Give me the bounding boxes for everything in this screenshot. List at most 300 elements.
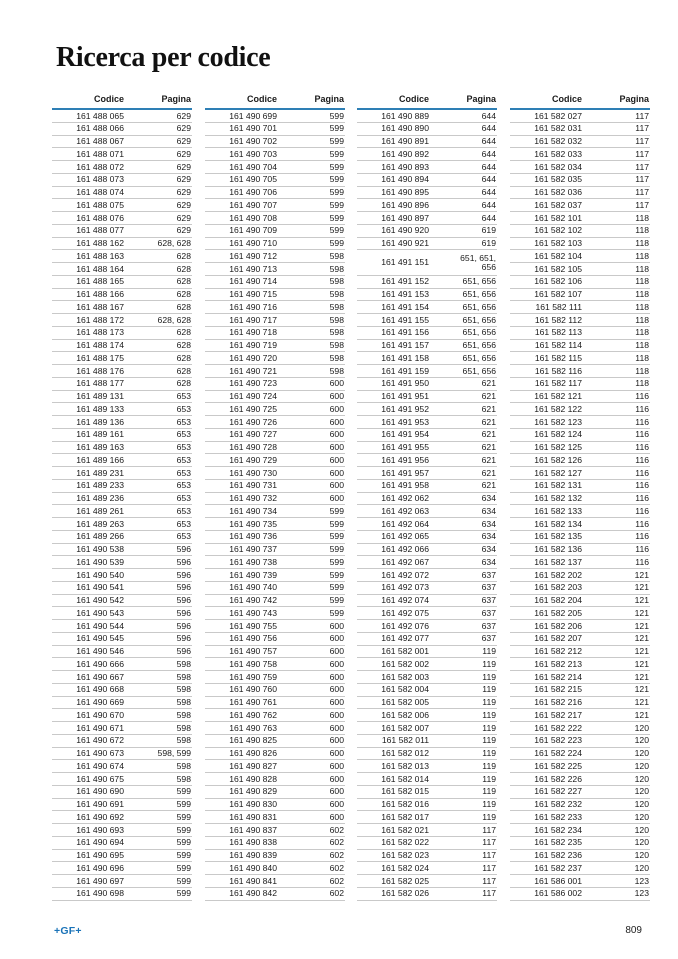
page-cell: 644 xyxy=(481,187,496,198)
code-cell: 161 582 114 xyxy=(534,340,582,351)
table-row xyxy=(357,199,497,212)
page-cell: 600 xyxy=(329,709,344,720)
page-cell: 598 xyxy=(176,735,191,746)
table-row xyxy=(510,148,650,161)
table-row xyxy=(52,748,192,761)
header-code: Codice xyxy=(551,94,582,104)
table-row xyxy=(205,289,345,302)
page-cell: 117 xyxy=(635,123,649,134)
page-cell: 599 xyxy=(176,799,191,810)
page-cell: 600 xyxy=(329,493,344,504)
table-row xyxy=(510,684,650,697)
table-row xyxy=(205,544,345,557)
page-cell: 637 xyxy=(481,633,496,644)
table-row xyxy=(510,187,650,200)
table-row xyxy=(52,888,192,901)
table-row xyxy=(510,238,650,251)
code-cell: 161 490 692 xyxy=(76,811,124,822)
page-cell: 116 xyxy=(635,429,649,440)
table-row xyxy=(510,123,650,136)
code-cell: 161 582 132 xyxy=(534,493,582,504)
table-row xyxy=(52,467,192,480)
code-cell: 161 490 696 xyxy=(76,862,124,873)
code-cell: 161 488 163 xyxy=(76,250,124,261)
table-row xyxy=(52,760,192,773)
code-cell: 161 582 002 xyxy=(381,658,429,669)
code-cell: 161 582 005 xyxy=(381,697,429,708)
page-cell: 600 xyxy=(329,799,344,810)
code-cell: 161 490 702 xyxy=(229,136,277,147)
table-row xyxy=(205,391,345,404)
page-cell: 120 xyxy=(634,773,649,784)
page-cell: 118 xyxy=(635,378,649,389)
table-row xyxy=(357,225,497,238)
table-row xyxy=(52,837,192,850)
table-row xyxy=(357,595,497,608)
table-row xyxy=(510,391,650,404)
page-cell: 120 xyxy=(634,735,649,746)
page-cell: 599 xyxy=(329,161,344,172)
code-cell: 161 490 704 xyxy=(229,161,277,172)
page-cell: 634 xyxy=(481,493,496,504)
page-cell: 598 xyxy=(329,314,344,325)
code-cell: 161 490 710 xyxy=(229,238,277,249)
table-row xyxy=(52,773,192,786)
page-cell: 116 xyxy=(635,442,649,453)
code-cell: 161 489 236 xyxy=(76,493,124,504)
page-cell: 602 xyxy=(329,850,344,861)
page-cell: 118 xyxy=(635,340,649,351)
page-cell: 116 xyxy=(635,454,649,465)
code-cell: 161 490 757 xyxy=(229,646,277,657)
table-row xyxy=(510,748,650,761)
code-cell: 161 582 235 xyxy=(534,837,582,848)
code-cell: 161 582 103 xyxy=(534,238,582,249)
table-row xyxy=(510,365,650,378)
page-cell: 599 xyxy=(176,862,191,873)
code-cell: 161 492 077 xyxy=(381,633,429,644)
page-cell: 121 xyxy=(634,582,649,593)
table-row xyxy=(52,811,192,824)
code-cell: 161 582 207 xyxy=(534,633,582,644)
page-cell: 599 xyxy=(176,875,191,886)
table-row xyxy=(52,263,192,276)
code-cell: 161 490 715 xyxy=(229,289,277,300)
page-cell: 602 xyxy=(329,862,344,873)
page-cell: 118 xyxy=(635,276,649,287)
table-row xyxy=(52,340,192,353)
page-cell: 116 xyxy=(635,531,649,542)
code-cell: 161 490 717 xyxy=(229,314,277,325)
page-cell: 634 xyxy=(481,505,496,516)
code-cell: 161 489 163 xyxy=(76,442,124,453)
code-cell: 161 490 695 xyxy=(76,850,124,861)
page-cell: 599 xyxy=(176,837,191,848)
table-row xyxy=(357,684,497,697)
page-cell: 600 xyxy=(329,416,344,427)
page-cell: 116 xyxy=(635,416,649,427)
code-cell: 161 582 133 xyxy=(534,505,582,516)
table-row xyxy=(510,799,650,812)
code-cell: 161 582 032 xyxy=(534,136,582,147)
code-cell: 161 490 735 xyxy=(229,518,277,529)
page-cell: 117 xyxy=(482,875,496,886)
page-cell: 599 xyxy=(329,123,344,134)
code-cell: 161 492 066 xyxy=(381,544,429,555)
page-cell: 598 xyxy=(176,684,191,695)
page-cell: 118 xyxy=(635,352,649,363)
code-cell: 161 490 739 xyxy=(229,569,277,580)
page-cell: 621 xyxy=(481,467,496,478)
code-cell: 161 582 022 xyxy=(381,837,429,848)
page-cell: 637 xyxy=(481,607,496,618)
table-row xyxy=(205,888,345,901)
code-cell: 161 490 831 xyxy=(229,811,277,822)
page-cell: 600 xyxy=(329,811,344,822)
table-row xyxy=(205,850,345,863)
table-row xyxy=(205,276,345,289)
code-cell: 161 489 261 xyxy=(76,505,124,516)
page-cell: 621 xyxy=(481,416,496,427)
page-cell: 117 xyxy=(635,187,649,198)
page-cell: 119 xyxy=(482,799,496,810)
table-row xyxy=(205,340,345,353)
code-cell: 161 491 156 xyxy=(381,327,429,338)
page-cell: 628 xyxy=(176,301,191,312)
table-row xyxy=(205,365,345,378)
code-cell: 161 488 174 xyxy=(76,340,124,351)
code-cell: 161 490 701 xyxy=(229,123,277,134)
table-row xyxy=(357,352,497,365)
table-row xyxy=(357,735,497,748)
page-cell: 118 xyxy=(635,250,649,261)
code-cell: 161 489 161 xyxy=(76,429,124,440)
code-cell: 161 582 217 xyxy=(534,709,582,720)
code-cell: 161 490 546 xyxy=(76,646,124,657)
table-row xyxy=(357,174,497,187)
table-row xyxy=(52,620,192,633)
code-cell: 161 582 113 xyxy=(534,327,582,338)
page-cell: 116 xyxy=(635,403,649,414)
code-table-4 xyxy=(510,94,650,901)
code-cell: 161 488 074 xyxy=(76,187,124,198)
page-cell: 116 xyxy=(635,518,649,529)
table-row xyxy=(357,824,497,837)
page-cell: 651, 656 xyxy=(462,352,496,363)
code-cell: 161 490 726 xyxy=(229,416,277,427)
code-cell: 161 490 541 xyxy=(76,582,124,593)
page-cell: 653 xyxy=(176,467,191,478)
table-row xyxy=(357,212,497,225)
code-cell: 161 582 027 xyxy=(534,110,582,121)
code-cell: 161 490 734 xyxy=(229,505,277,516)
page-cell: 628 xyxy=(176,352,191,363)
table-row xyxy=(205,263,345,276)
code-cell: 161 490 721 xyxy=(229,365,277,376)
code-cell: 161 488 166 xyxy=(76,289,124,300)
code-cell: 161 490 698 xyxy=(76,888,124,899)
code-cell: 161 582 034 xyxy=(534,161,582,172)
table-row xyxy=(205,671,345,684)
code-cell: 161 490 895 xyxy=(381,187,429,198)
table-row xyxy=(357,442,497,455)
table-row xyxy=(357,850,497,863)
page-cell: 119 xyxy=(482,748,496,759)
code-cell: 161 490 837 xyxy=(229,824,277,835)
table-row xyxy=(357,773,497,786)
page-cell: 598 xyxy=(329,250,344,261)
table-row xyxy=(510,505,650,518)
code-cell: 161 490 707 xyxy=(229,199,277,210)
code-cell: 161 490 827 xyxy=(229,760,277,771)
table-row xyxy=(52,671,192,684)
table-row xyxy=(510,671,650,684)
page-cell: 598 xyxy=(176,722,191,733)
page-cell: 596 xyxy=(176,633,191,644)
page-cell: 599 xyxy=(329,518,344,529)
table-row xyxy=(205,199,345,212)
table-row xyxy=(52,123,192,136)
page-cell: 634 xyxy=(481,556,496,567)
page-cell: 599 xyxy=(329,556,344,567)
code-cell: 161 582 112 xyxy=(534,314,582,325)
code-cell: 161 582 233 xyxy=(534,811,582,822)
page-cell: 596 xyxy=(176,582,191,593)
table-row xyxy=(205,314,345,327)
code-cell: 161 582 135 xyxy=(534,531,582,542)
table-row xyxy=(52,633,192,646)
table-row xyxy=(205,352,345,365)
table-row xyxy=(52,110,192,123)
code-cell: 161 490 731 xyxy=(229,480,277,491)
code-cell: 161 491 957 xyxy=(381,467,429,478)
code-cell: 161 582 007 xyxy=(381,722,429,733)
page-cell: 653 xyxy=(176,442,191,453)
code-cell: 161 582 001 xyxy=(381,646,429,657)
table-row xyxy=(357,722,497,735)
code-cell: 161 490 693 xyxy=(76,824,124,835)
page-cell: 116 xyxy=(635,556,649,567)
table-row xyxy=(357,633,497,646)
table-row xyxy=(205,786,345,799)
header-code: Codice xyxy=(93,94,124,104)
code-cell: 161 491 154 xyxy=(381,301,429,312)
page-cell: 600 xyxy=(329,671,344,682)
code-cell: 161 490 718 xyxy=(229,327,277,338)
code-cell: 161 490 697 xyxy=(76,875,124,886)
table-row xyxy=(357,709,497,722)
page-cell: 634 xyxy=(481,544,496,555)
table-row xyxy=(205,633,345,646)
table-row xyxy=(510,735,650,748)
table-row xyxy=(205,531,345,544)
page-cell: 116 xyxy=(635,493,649,504)
page-cell: 598 xyxy=(176,697,191,708)
code-cell: 161 492 072 xyxy=(381,569,429,580)
table-row xyxy=(52,391,192,404)
table-row xyxy=(52,454,192,467)
code-cell: 161 582 012 xyxy=(381,748,429,759)
table-row xyxy=(357,875,497,888)
page-cell: 599 xyxy=(329,110,344,121)
code-cell: 161 490 839 xyxy=(229,850,277,861)
page-cell: 621 xyxy=(481,454,496,465)
page-cell: 117 xyxy=(482,850,496,861)
page-cell: 120 xyxy=(634,760,649,771)
table-row xyxy=(52,735,192,748)
code-cell: 161 491 153 xyxy=(381,289,429,300)
code-cell: 161 488 172 xyxy=(76,314,124,325)
page-cell: 596 xyxy=(176,595,191,606)
page-cell: 121 xyxy=(634,646,649,657)
code-cell: 161 489 131 xyxy=(76,391,124,402)
code-cell: 161 490 667 xyxy=(76,671,124,682)
page-cell: 651, 656 xyxy=(462,365,496,376)
page-cell: 629 xyxy=(176,148,191,159)
table-row xyxy=(510,709,650,722)
table-row xyxy=(52,378,192,391)
code-cell: 161 582 116 xyxy=(534,365,582,376)
table-row xyxy=(52,225,192,238)
code-cell: 161 489 133 xyxy=(76,403,124,414)
page-cell: 628 xyxy=(176,365,191,376)
page-cell: 119 xyxy=(482,760,496,771)
table-row xyxy=(52,582,192,595)
code-cell: 161 490 897 xyxy=(381,212,429,223)
page-cell: 120 xyxy=(634,748,649,759)
page-cell: 596 xyxy=(176,620,191,631)
page-cell: 598 xyxy=(176,658,191,669)
code-cell: 161 582 236 xyxy=(534,850,582,861)
table-row xyxy=(510,454,650,467)
table-row xyxy=(357,862,497,875)
code-cell: 161 488 162 xyxy=(76,238,124,249)
page-cell: 116 xyxy=(635,505,649,516)
page-cell: 600 xyxy=(329,748,344,759)
code-cell: 161 582 006 xyxy=(381,709,429,720)
table-row xyxy=(357,148,497,161)
code-cell: 161 491 151 xyxy=(381,257,429,268)
table-row xyxy=(510,276,650,289)
page-cell: 598 xyxy=(176,709,191,720)
code-cell: 161 582 102 xyxy=(534,225,582,236)
table-row xyxy=(52,174,192,187)
page-cell: 634 xyxy=(481,531,496,542)
code-cell: 161 582 121 xyxy=(534,391,582,402)
table-row xyxy=(357,837,497,850)
page-cell: 651, 656 xyxy=(462,327,496,338)
code-cell: 161 489 233 xyxy=(76,480,124,491)
table-row xyxy=(510,442,650,455)
page-cell: 596 xyxy=(176,646,191,657)
code-cell: 161 488 164 xyxy=(76,263,124,274)
table-row xyxy=(205,161,345,174)
table-row xyxy=(205,697,345,710)
page-cell: 598 xyxy=(176,773,191,784)
code-cell: 161 490 732 xyxy=(229,493,277,504)
code-table-3 xyxy=(357,94,497,901)
code-cell: 161 582 227 xyxy=(534,786,582,797)
table-row xyxy=(357,620,497,633)
page-cell: 628 xyxy=(176,276,191,287)
code-cell: 161 582 003 xyxy=(381,671,429,682)
code-cell: 161 490 669 xyxy=(76,697,124,708)
code-cell: 161 582 237 xyxy=(534,862,582,873)
page-cell: 653 xyxy=(176,518,191,529)
code-cell: 161 582 127 xyxy=(534,467,582,478)
code-cell: 161 490 758 xyxy=(229,658,277,669)
code-cell: 161 492 065 xyxy=(381,531,429,542)
page-cell: 644 xyxy=(481,110,496,121)
table-row xyxy=(510,263,650,276)
table-row xyxy=(52,212,192,225)
code-cell: 161 488 076 xyxy=(76,212,124,223)
code-cell: 161 490 755 xyxy=(229,620,277,631)
table-row xyxy=(510,837,650,850)
page-cell: 599 xyxy=(329,607,344,618)
code-cell: 161 490 830 xyxy=(229,799,277,810)
page-cell: 596 xyxy=(176,607,191,618)
page-cell: 629 xyxy=(176,110,191,121)
table-row xyxy=(357,760,497,773)
code-cell: 161 490 670 xyxy=(76,709,124,720)
page-number: 809 xyxy=(625,925,642,936)
page-cell: 644 xyxy=(481,212,496,223)
code-cell: 161 492 063 xyxy=(381,505,429,516)
table-row xyxy=(357,454,497,467)
table-row xyxy=(52,416,192,429)
code-cell: 161 490 674 xyxy=(76,760,124,771)
page-cell: 599 xyxy=(329,238,344,249)
table-row xyxy=(205,301,345,314)
code-cell: 161 491 953 xyxy=(381,416,429,427)
page-cell: 121 xyxy=(634,620,649,631)
table-row xyxy=(52,403,192,416)
table-row xyxy=(357,429,497,442)
table-row xyxy=(357,289,497,302)
code-cell: 161 488 077 xyxy=(76,225,124,236)
page-cell: 644 xyxy=(481,123,496,134)
page-cell: 628 xyxy=(176,263,191,274)
table-row xyxy=(357,786,497,799)
table-row xyxy=(357,340,497,353)
table-row xyxy=(205,709,345,722)
table-row xyxy=(52,187,192,200)
table-row xyxy=(357,480,497,493)
code-cell: 161 492 074 xyxy=(381,595,429,606)
code-cell: 161 488 066 xyxy=(76,123,124,134)
code-cell: 161 490 825 xyxy=(229,735,277,746)
code-cell: 161 490 761 xyxy=(229,697,277,708)
code-cell: 161 491 157 xyxy=(381,340,429,351)
code-cell: 161 491 158 xyxy=(381,352,429,363)
code-cell: 161 491 159 xyxy=(381,365,429,376)
table-row xyxy=(205,518,345,531)
page-cell: 628 xyxy=(176,378,191,389)
code-cell: 161 582 223 xyxy=(534,735,582,746)
code-cell: 161 582 024 xyxy=(381,862,429,873)
code-cell: 161 490 724 xyxy=(229,391,277,402)
code-cell: 161 490 673 xyxy=(76,748,124,759)
code-cell: 161 582 111 xyxy=(535,301,582,312)
table-row xyxy=(510,722,650,735)
page-cell: 120 xyxy=(634,824,649,835)
table-rows xyxy=(205,110,345,901)
page-cell: 599 xyxy=(329,187,344,198)
code-cell: 161 491 152 xyxy=(381,276,429,287)
code-cell: 161 491 958 xyxy=(381,480,429,491)
table-row xyxy=(510,697,650,710)
